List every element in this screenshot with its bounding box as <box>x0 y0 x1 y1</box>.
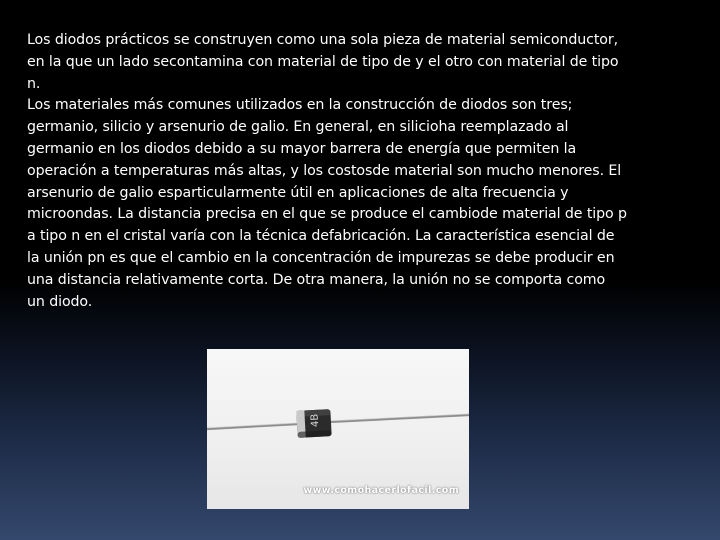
diode-lead-right <box>329 415 469 422</box>
slide-body-text <box>27 30 627 313</box>
paragraph-materials: Los materiales más comunes utilizados en la construcción de diodos son tres; germanio, silicio y arsenurio de galio. En general, en silicioha reemplazado al germanio en los diodos debido a su mayor barrera de energía que permiten la operación a temperaturas más altas, y los costosde material son mucho menores. El arsenurio de galio esparticularmente útil en aplicaciones de alta frecuencia y microondas. La distancia precisa en el que se produce el cambiode material de tipo p a tipo n en el cristal varía con la técnica defabricación. La característica esencial de la unión pn es que el cambio en la concentración de impurezas se debe producir en una distancia relativamente corta. De otra manera, la unión no se comporta como un diodo. <box>27 97 627 310</box>
diode-lead-left <box>207 424 299 429</box>
diode-marking: 4B <box>309 413 322 428</box>
photo-watermark: www.comohacerlofacil.com <box>303 485 459 496</box>
paragraph-intro: Los diodos prácticos se construyen como una sola pieza de material semiconductor, en la que un lado secontamina con material de tipo de y el otro con material de tipo n. <box>27 32 619 92</box>
diode-lead-right-highlight <box>329 414 469 421</box>
diode-photo <box>207 349 469 509</box>
